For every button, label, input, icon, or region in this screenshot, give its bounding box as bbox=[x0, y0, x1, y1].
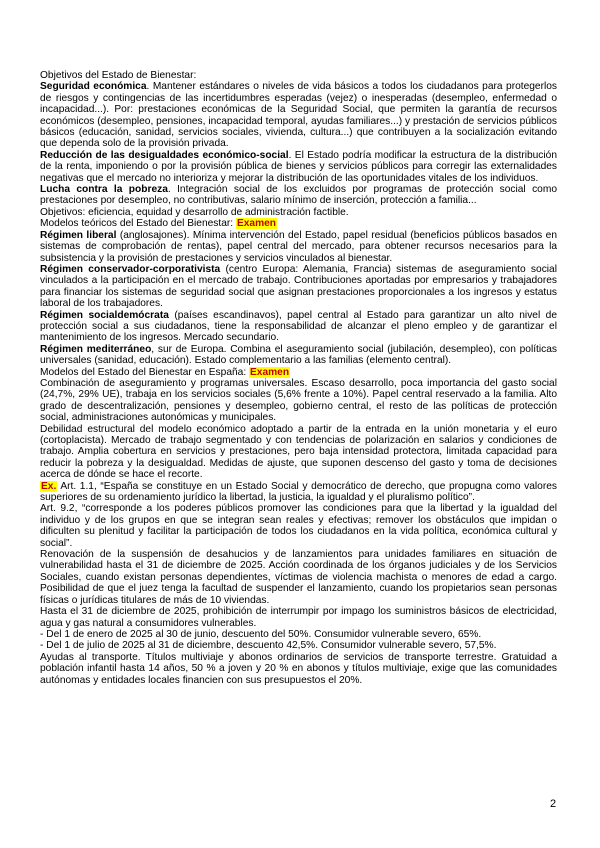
paragraph-lucha bbox=[40, 184, 557, 207]
paragraph-hasta: Hasta el 31 de diciembre de 2025, prohibición de interrumpir por impago los suministros básicos de electricidad, agua y gas natural a consumidores vulnerables. bbox=[40, 606, 557, 629]
ex-highlight: Ex. bbox=[41, 480, 57, 492]
paragraph-reduccion bbox=[40, 150, 557, 184]
objetivos-line: Objetivos: eficiencia, equidad y desarrollo de administración factible. bbox=[40, 206, 349, 218]
seguridad-title: Seguridad económica bbox=[40, 81, 147, 93]
modelos-teoricos-label: Modelos teóricos del Estado del Bienestar: bbox=[40, 218, 236, 230]
paragraph-art92: Art. 9.2, “corresponde a los poderes públicos promover las condiciones para que la libertad y la igualdad del individuo y de los grupos en que se integran sean reales y efectivas; remover los obstáculos que impidan o dificulten su plenitud y facilitar la participación de todos los ciudadanos en la vida política, económica cultural y social”. bbox=[40, 503, 557, 549]
examen-highlight: Examen bbox=[249, 366, 290, 378]
socialdemocrata-title: Régimen socialdemócrata bbox=[40, 309, 169, 321]
paragraph-debilidad: Debilidad estructural del modelo económico adoptado a partir de la entrada en la unión monetaria y el euro (cortoplacista). Mercado de trabajo segmentado y con tendencias de polarización en salarios y condiciones de trabajo. Amplia cobertura en servicios y prestaciones, pero baja intensidad protectora, limitada capacidad para reducir la pobreza y la desigualdad. Medidas de ajuste, que suponen descenso del gasto y toma de decisiones acerca de dónde se hace el recorte. bbox=[40, 423, 557, 481]
seguridad-text: . Mantener estándares o niveles de vida básicos a todos los ciudadanos para protegerlos de riesgos y contingencias de las incertidumbres esperadas (vejez) o inesperadas (desempleo, enfermedad o incapacidad...). Por: prestaciones económicas de la Seguridad Social, que permiten la garantía de recursos económicos (desempleo, pensiones, incapacidad temporal, ayudas familiares...) y prestación de servicios públicos básicos (educación, sanidad, servicios sociales, vivienda, cultura...) que contribuyen a la socialización evitando que dependa solo de la provisión privada. bbox=[40, 81, 557, 150]
liberal-text: (anglosajones). Mínima intervención del Estado, papel residual (beneficios públicos basados en sistemas de comprobación de rentas), papel central del mercado, para obtener recursos necesarios para la subsistencia y la provisión de prestaciones y servicios vinculados al bienestar. bbox=[40, 229, 557, 264]
paragraph-combinacion: Combinación de aseguramiento y programas universales. Escaso desarrollo, poca importancia del gasto social (24,7%, 29% UE), trabaja en los servicios sociales (5,6% frente a 10%). Papel central reservado a la familia. Alto grado de descentralización, pensiones y desempleo, gobierno central, el resto de las políticas de protección social, administraciones autonómicas y municipales. bbox=[40, 377, 557, 424]
modelos-espana-heading bbox=[40, 367, 557, 378]
paragraph-conservador bbox=[40, 264, 557, 310]
reduccion-text: . El Estado podría modificar la estructura de la distribución de la renta, imponiendo o por la provisión pública de bienes y servicios públicos para corregir las externalidades negativas que el mercado no interioriza y mejorar la distribución de las oportunidades vitales de los individuos. bbox=[40, 149, 557, 184]
page-number: 2 bbox=[550, 798, 557, 810]
reduccion-title: Reducción de las desigualdades económico-social bbox=[40, 149, 289, 161]
lucha-text: . Integración social de los excluidos por programas de protección social como prestaciones por desempleo, no contributivas, salario mínimo de inserción, protección a familia... bbox=[40, 184, 558, 207]
modelos-teoricos-heading bbox=[40, 218, 557, 229]
modelos-espana-label: Modelos del Estado del Bienestar en España: bbox=[40, 366, 249, 378]
paragraph-ayudas: Ayudas al transporte. Títulos multiviaje y abonos ordinarios de servicios de transporte terrestre. Gratuidad a población infantil hasta 14 años, 50 % a joven y 20 % en abonos y títulos multiviaje, exige que las comunidades autónomas y entidades locales financien con sus presupuestos el 20%. bbox=[40, 651, 557, 686]
paragraph-liberal bbox=[40, 230, 557, 264]
list-item-descuento-1: - Del 1 de enero de 2025 al 30 de junio, descuento del 50%. Consumidor vulnerable severo, 65%. bbox=[40, 628, 482, 640]
lucha-title: Lucha contra la pobreza bbox=[40, 184, 168, 196]
paragraph-mediterraneo bbox=[40, 344, 557, 367]
mediterraneo-title: Régimen mediterráneo bbox=[40, 343, 152, 355]
paragraph-renovacion: Renovación de la suspensión de desahucios y de lanzamientos para unidades familiares en situación de vulnerabilidad hasta el 31 de diciembre de 2025. Acción coordinada de los órganos judiciales y de los Servicios Sociales, cuando existan personas dependientes, víctimas de violencia machista o menores de edad a cargo. Posibilidad de que el juez tenga la facultad de suspender el lanzamiento, cuando los propietarios sean personas físicas o jurídicas titulares de más de 10 viviendas. bbox=[40, 549, 557, 606]
art11-text: Art. 1.1, “España se constituye en un Estado Social y democrático de derecho, que propugna como valores superiores de su ordenamiento jurídico la libertad, la justicia, la igualdad y el pluralismo político”. bbox=[40, 480, 557, 504]
paragraph-seguridad bbox=[40, 81, 557, 149]
conservador-text: (centro Europa: Alemania, Francia) sistemas de aseguramiento social vinculados a la participación en el mercado de trabajo. Contribuciones aportadas por empresarios y trabajadores para financiar los sistemas de seguridad social que asignan prestaciones proporcionales a los ingresos y estatus laboral de los trabajadores. bbox=[40, 263, 557, 310]
paragraph-socialdemocrata bbox=[40, 310, 557, 344]
examen-highlight: Examen bbox=[236, 218, 277, 230]
mediterraneo-text: , sur de Europa. Combina el aseguramiento social (jubilación, desempleo), con políticas universales (sanidad, educación). Estado complementario a las familias (elemento central). bbox=[40, 343, 557, 367]
liberal-title: Régimen liberal bbox=[40, 229, 117, 241]
list-item-descuento-2: - Del 1 de julio de 2025 al 31 de diciembre, descuento 42,5%. Consumidor vulnerable severo, 57,5%. bbox=[40, 640, 497, 652]
conservador-title: Régimen conservador-corporativista bbox=[40, 263, 221, 275]
document-body bbox=[40, 70, 557, 686]
paragraph-art11 bbox=[40, 481, 557, 504]
socialdemocrata-text: (países escandinavos), papel central al Estado para garantizar un alto nivel de protección social a sus ciudadanos, tiene la responsabilidad de alcanzar el pleno empleo y de garantizar el mantenimiento de los ingresos. Mercado secundario. bbox=[40, 309, 557, 344]
objectives-heading: Objetivos del Estado de Bienestar: bbox=[40, 70, 197, 81]
